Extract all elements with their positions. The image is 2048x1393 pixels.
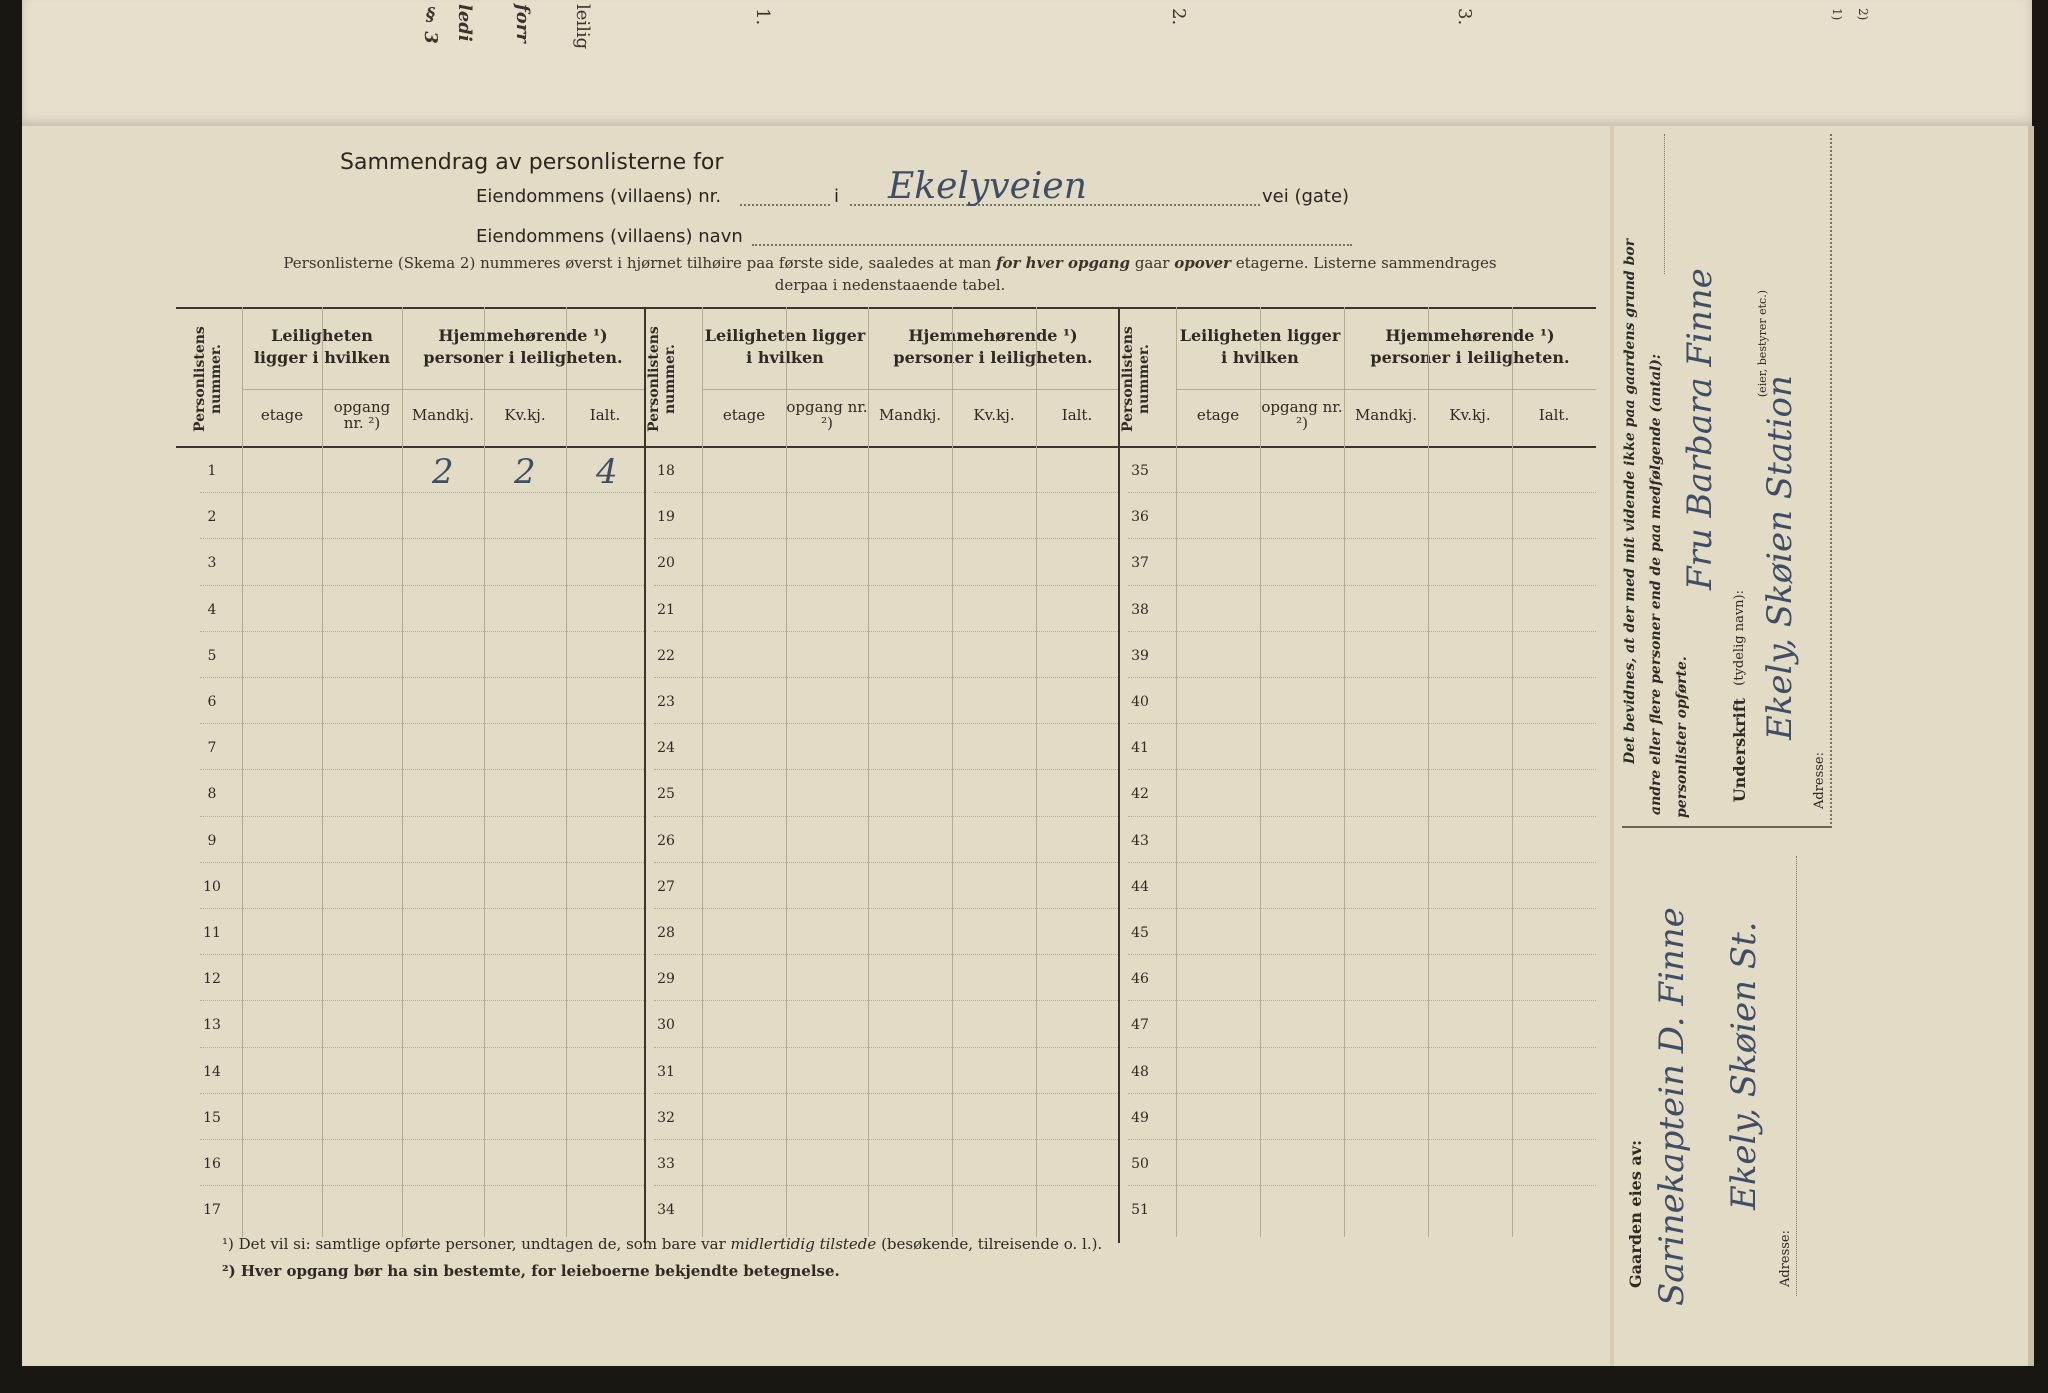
row-line <box>200 862 644 863</box>
row-number: 33 <box>657 1156 675 1172</box>
row-line <box>200 769 644 770</box>
column-line <box>484 307 485 1237</box>
row-number: 3 <box>207 555 217 572</box>
row-number: 6 <box>207 694 217 710</box>
column-line <box>952 307 953 1237</box>
hjemme-header: Hjemmehørende ¹) personer i leiligheten. <box>1370 326 1570 367</box>
table-header-border <box>176 446 1596 448</box>
row-line <box>200 1139 644 1140</box>
opgang-header: opgang nr. ²) <box>1261 398 1343 432</box>
owner-address-handwritten: Ekely, Skøien St. <box>1724 921 1764 1210</box>
row-line <box>200 1185 644 1186</box>
opgang-header: opgang nr. ²) <box>333 398 391 432</box>
column-line <box>1344 307 1345 1237</box>
row-number: 35 <box>1131 463 1149 479</box>
row-number: 43 <box>1131 832 1149 849</box>
etage-header: etage <box>1196 406 1240 424</box>
row-number: 12 <box>203 971 221 988</box>
personlistens-header: Personlistens nummer. <box>646 326 678 432</box>
row-line <box>1128 862 1596 863</box>
fragment-number-1: 1. <box>752 8 773 26</box>
row-number: 31 <box>657 1063 675 1080</box>
row-line <box>1128 723 1596 724</box>
ialt-header: Ialt. <box>1538 406 1570 424</box>
table-top-border <box>176 307 1596 309</box>
row-number: 34 <box>657 1202 675 1219</box>
block-divider <box>1118 307 1120 1243</box>
column-line <box>566 307 567 1237</box>
page-fold <box>1610 126 1614 1366</box>
mandkj-header: Mandkj. <box>411 406 475 424</box>
row-line <box>1128 1093 1596 1094</box>
row-number: 32 <box>657 1109 675 1126</box>
fragment-number-2: 2. <box>1168 8 1189 26</box>
personlistens-header: Personlistens nummer. <box>192 326 224 432</box>
subheader-line <box>702 389 1118 390</box>
instruction-part: etagerne. Listerne sammendrages <box>1230 254 1497 272</box>
row-number: 30 <box>657 1017 675 1034</box>
row-number: 23 <box>657 694 675 710</box>
underskrift-field-line <box>1830 134 1832 824</box>
row-line <box>654 816 1118 817</box>
row-line <box>200 1000 644 1001</box>
row-line <box>200 492 644 493</box>
instruction-emphasis: for hver opgang <box>996 254 1131 272</box>
hjemme-header: Hjemmehørende ¹) personer i leiligheten. <box>893 326 1093 367</box>
row-number: 38 <box>1131 601 1149 618</box>
instruction-part: Personlisterne (Skema 2) nummeres øverst i hjørnet tilhøire paa første side, saaledes at man <box>283 254 997 272</box>
row-line <box>1128 769 1596 770</box>
row-line <box>654 677 1118 678</box>
row-number: 36 <box>1131 509 1149 526</box>
etage-header: etage <box>722 406 766 424</box>
eiendom-nr-label: Eiendommens (villaens) nr. <box>476 186 722 207</box>
row-line <box>1128 954 1596 955</box>
footnote-1-text: ¹) Det vil si: samtlige opførte personer, undtagen de, som bare var <box>222 1235 731 1253</box>
row-number: 10 <box>203 878 221 895</box>
row-number: 15 <box>203 1109 221 1126</box>
row-line <box>200 538 644 539</box>
row-line <box>654 538 1118 539</box>
row-line <box>654 954 1118 955</box>
row-line <box>654 769 1118 770</box>
row-line <box>654 1093 1118 1094</box>
fragment-s3: § 3 <box>420 4 441 44</box>
previous-page-strip <box>22 0 2032 128</box>
row-number: 45 <box>1131 925 1149 941</box>
row-line <box>200 1093 644 1094</box>
row-line <box>1128 1185 1596 1186</box>
row1-ialt: 4 <box>596 452 618 492</box>
leiligheten-header: Leiligheten ligger i hvilken <box>253 326 391 367</box>
eiendom-navn-label: Eiendommens (villaens) navn <box>476 226 743 247</box>
row-line <box>200 954 644 955</box>
instruction-emphasis: opover <box>1174 254 1231 272</box>
row-line <box>200 677 644 678</box>
owner-handwritten: Sarinekaptein D. Finne <box>1652 907 1692 1306</box>
owner-field-line <box>1796 856 1797 1296</box>
row-line <box>654 585 1118 586</box>
column-line <box>1512 307 1513 1237</box>
row-number: 24 <box>657 740 675 757</box>
row-line <box>654 1139 1118 1140</box>
fragment-footnote-2: 2) <box>1856 8 1870 21</box>
kvkj-header: Kv.kj. <box>1449 406 1491 424</box>
row-number: 50 <box>1131 1156 1149 1172</box>
row-number: 21 <box>657 601 675 618</box>
column-line <box>402 307 403 1237</box>
tydelig-navn-label: (tydelig navn): <box>1732 590 1747 686</box>
row-number: 37 <box>1131 555 1149 572</box>
row-number: 29 <box>657 971 675 988</box>
subheader-line <box>1176 389 1596 390</box>
row-line <box>200 1047 644 1048</box>
row-number: 51 <box>1131 1202 1149 1219</box>
column-line <box>786 307 787 1237</box>
row-number: 19 <box>657 509 675 526</box>
row-line <box>654 631 1118 632</box>
antal-field <box>1664 134 1665 274</box>
row-line <box>654 908 1118 909</box>
instruction-line-2: derpaa i nedenstaaende tabel. <box>774 276 1006 294</box>
row-number: 46 <box>1131 971 1149 988</box>
row-number: 2 <box>207 509 217 526</box>
row-number: 40 <box>1131 694 1149 710</box>
row-number: 16 <box>203 1156 221 1172</box>
ialt-header: Ialt. <box>589 406 621 424</box>
eies-av-label: Gaarden eies av: <box>1626 1140 1645 1288</box>
row-line <box>1128 492 1596 493</box>
eiendom-navn-field <box>752 244 1352 246</box>
row-number: 11 <box>203 925 221 941</box>
row-line <box>654 1185 1118 1186</box>
row-line <box>1128 677 1596 678</box>
declaration-line-1: Det bevidnes, at der med mit vidende ikke paa gaardens grund bor <box>1622 238 1638 764</box>
kvkj-header: Kv.kj. <box>504 406 546 424</box>
row-line <box>1128 1139 1596 1140</box>
row-line <box>1128 1047 1596 1048</box>
column-line <box>868 307 869 1237</box>
row-number: 14 <box>203 1063 221 1080</box>
row-number: 4 <box>207 601 217 618</box>
panel-divider <box>1622 826 1832 828</box>
row-number: 49 <box>1131 1109 1149 1126</box>
footnote-2: ²) Hver opgang bør ha sin bestemte, for leieboerne bekjendte betegnelse. <box>222 1262 840 1280</box>
row-line <box>200 908 644 909</box>
column-line <box>1260 307 1261 1237</box>
row-number: 20 <box>657 555 675 572</box>
column-line <box>1036 307 1037 1237</box>
mandkj-header: Mandkj. <box>1354 406 1418 424</box>
fragment-footnote-1: 1) <box>1830 8 1844 21</box>
kvkj-header: Kv.kj. <box>973 406 1015 424</box>
fragment-ledi: ledi <box>454 4 475 42</box>
column-line <box>1176 307 1177 1237</box>
address-handwritten: Ekely, Skøien Station <box>1760 375 1800 740</box>
subheader-line <box>242 389 644 390</box>
etage-header: etage <box>260 406 304 424</box>
row-number: 13 <box>203 1017 221 1034</box>
opgang-header: opgang nr. ²) <box>786 398 868 432</box>
row-line <box>200 723 644 724</box>
row-line <box>1128 1000 1596 1001</box>
row-number: 47 <box>1131 1017 1149 1034</box>
row1-mandkj: 2 <box>432 452 454 492</box>
mandkj-header: Mandkj. <box>878 406 942 424</box>
row-number: 17 <box>203 1202 221 1219</box>
row-line <box>654 492 1118 493</box>
row-number: 41 <box>1131 740 1149 757</box>
row-number: 27 <box>657 878 675 895</box>
column-line <box>1428 307 1429 1237</box>
row-line <box>1128 585 1596 586</box>
row-line <box>1128 538 1596 539</box>
row-number: 18 <box>657 463 675 479</box>
leiligheten-header: Leiligheten ligger i hvilken <box>704 326 866 367</box>
block-divider <box>644 307 646 1243</box>
row-line <box>654 1000 1118 1001</box>
row-number: 25 <box>657 786 675 803</box>
form-title: Sammendrag av personlisterne for <box>340 150 724 175</box>
i-label: i <box>834 186 840 207</box>
row-number: 8 <box>207 786 217 803</box>
adresse-label: Adresse: <box>1812 752 1827 810</box>
row1-kvkj: 2 <box>514 452 536 492</box>
row-line <box>1128 631 1596 632</box>
row-line <box>200 585 644 586</box>
fragment-number-3: 3. <box>1454 8 1475 26</box>
column-line <box>242 307 243 1237</box>
column-line <box>702 307 703 1237</box>
fragment-leilig: leilig <box>572 4 593 50</box>
row-line <box>1128 816 1596 817</box>
row-number: 42 <box>1131 786 1149 803</box>
row-line <box>654 723 1118 724</box>
owner-adresse-label: Adresse: <box>1778 1230 1793 1288</box>
row-number: 39 <box>1131 647 1149 664</box>
row-line <box>654 1047 1118 1048</box>
signature-handwritten: Fru Barbara Finne <box>1680 268 1720 590</box>
eier-label: (eier, bestyrer etc.) <box>1756 290 1769 398</box>
column-line <box>322 307 323 1237</box>
row-number: 26 <box>657 832 675 849</box>
row-line <box>200 631 644 632</box>
instruction-part: gaar <box>1130 254 1175 272</box>
footnote-1-emphasis: midlertidig tilstede <box>730 1235 877 1253</box>
row-number: 5 <box>207 647 217 664</box>
hjemme-header: Hjemmehørende ¹) personer i leiligheten. <box>423 326 623 367</box>
row-number: 1 <box>207 463 217 479</box>
underskrift-label: Underskrift <box>1730 698 1749 803</box>
instruction-text <box>240 252 1540 296</box>
leiligheten-header: Leiligheten ligger i hvilken <box>1179 326 1341 367</box>
footnote-1-tail: (besøkende, tilreisende o. l.). <box>876 1235 1103 1253</box>
fragment-forr: forr <box>512 4 533 43</box>
row-line <box>200 816 644 817</box>
street-handwritten: Ekelyveien <box>888 166 1087 207</box>
row-number: 48 <box>1131 1063 1149 1080</box>
row-number: 7 <box>207 740 217 757</box>
row-number: 44 <box>1131 878 1149 895</box>
personlistens-header: Personlistens nummer. <box>1120 326 1152 432</box>
row-number: 28 <box>657 925 675 941</box>
row-line <box>1128 908 1596 909</box>
eiendom-nr-field <box>740 204 830 206</box>
declaration-line-3: personlister opførte. <box>1674 656 1690 818</box>
vei-label: vei (gate) <box>1262 186 1350 207</box>
ialt-header: Ialt. <box>1061 406 1093 424</box>
row-line <box>654 862 1118 863</box>
declaration-line-2: andre eller flere personer end de paa medfølgende (antal): <box>1648 353 1664 815</box>
footnote-1 <box>222 1235 1102 1253</box>
row-number: 9 <box>207 832 217 849</box>
row-number: 22 <box>657 647 675 664</box>
